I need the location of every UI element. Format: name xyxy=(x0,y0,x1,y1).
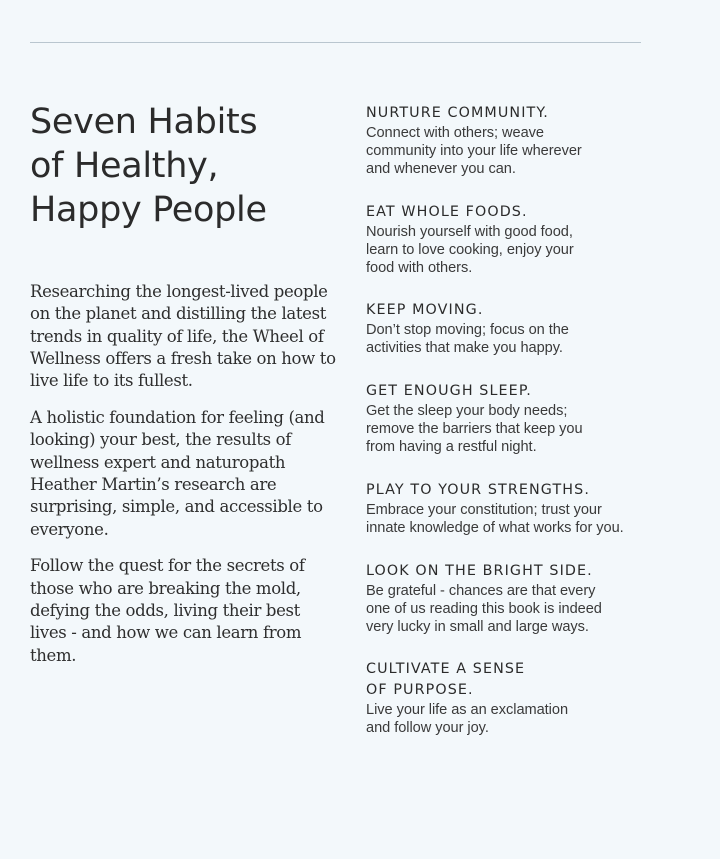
habit-heading-line: OF PURPOSE. xyxy=(366,682,474,698)
intro-paragraph: A holistic foundation for feeling (and looking) your best, the results of wellness expert and naturopath Heather Martin’s research are surprising, simple, and accessible to everyone. xyxy=(30,408,325,539)
habit-description-line: one of us reading this book is indeed xyxy=(366,601,602,617)
habit-description-line: Be grateful - chances are that every xyxy=(366,583,596,599)
habit-description xyxy=(366,582,656,636)
habit-description xyxy=(366,701,656,737)
intro-text xyxy=(30,281,340,682)
habit-nurture-community xyxy=(366,103,656,178)
habit-heading-line: EAT WHOLE FOODS. xyxy=(366,204,528,220)
habit-description-line: from having a restful night. xyxy=(366,439,537,455)
habit-description-line: innate knowledge of what works for you. xyxy=(366,520,624,536)
habit-heading-line: KEEP MOVING. xyxy=(366,302,484,318)
habit-description xyxy=(366,124,656,178)
habit-heading-line: NURTURE COMMUNITY. xyxy=(366,105,549,121)
habit-heading xyxy=(366,561,656,582)
habit-description xyxy=(366,501,656,537)
habit-heading xyxy=(366,659,656,701)
intro-paragraph: Researching the longest-lived people on the planet and distilling the latest trends in quality of life, the Wheel of Wellness offers a fresh take on how to live life to its fullest. xyxy=(30,282,336,391)
habit-description-line: food with others. xyxy=(366,260,473,276)
habit-description-line: activities that make you happy. xyxy=(366,340,563,356)
habit-description-line: remove the barriers that keep you xyxy=(366,421,583,437)
habit-description-line: Don’t stop moving; focus on the xyxy=(366,322,569,338)
habit-heading xyxy=(366,300,656,321)
habit-description-line: Embrace your constitution; trust your xyxy=(366,502,602,518)
habit-heading-line: PLAY TO YOUR STRENGTHS. xyxy=(366,482,590,498)
habit-description-line: community into your life wherever xyxy=(366,143,582,159)
habit-heading-line: GET ENOUGH SLEEP. xyxy=(366,383,532,399)
habit-description-line: Live your life as an exclamation xyxy=(366,702,569,718)
habit-heading-line: CULTIVATE A SENSE xyxy=(366,661,526,677)
habit-heading xyxy=(366,103,656,124)
page-title xyxy=(30,100,350,232)
habit-heading-line: LOOK ON THE BRIGHT SIDE. xyxy=(366,563,593,579)
habit-description-line: Connect with others; weave xyxy=(366,125,544,141)
title-line: of Healthy, xyxy=(30,146,219,186)
title-line: Happy People xyxy=(30,190,267,230)
habit-eat-whole-foods xyxy=(366,202,656,277)
habit-description xyxy=(366,321,656,357)
habit-description-line: learn to love cooking, enjoy your xyxy=(366,242,574,258)
habit-heading xyxy=(366,480,656,501)
intro-paragraph: Follow the quest for the secrets of those who are breaking the mold, defying the odds, living their best lives - and how we can learn from them. xyxy=(30,556,305,665)
habit-description-line: Nourish yourself with good food, xyxy=(366,224,573,240)
habit-description xyxy=(366,223,656,277)
habit-description xyxy=(366,402,656,456)
habit-description-line: Get the sleep your body needs; xyxy=(366,403,568,419)
habit-get-enough-sleep xyxy=(366,381,656,456)
habit-keep-moving xyxy=(366,300,656,357)
habit-description-line: and follow your joy. xyxy=(366,720,489,736)
habit-description-line: very lucky in small and large ways. xyxy=(366,619,589,635)
habit-heading xyxy=(366,381,656,402)
habit-cultivate-a-sense-of-purpose xyxy=(366,659,656,737)
habit-look-on-the-bright-side xyxy=(366,561,656,636)
top-divider xyxy=(30,42,641,43)
habit-play-to-your-strengths xyxy=(366,480,656,537)
title-line: Seven Habits xyxy=(30,102,258,142)
habit-description-line: and whenever you can. xyxy=(366,161,516,177)
habit-heading xyxy=(366,202,656,223)
